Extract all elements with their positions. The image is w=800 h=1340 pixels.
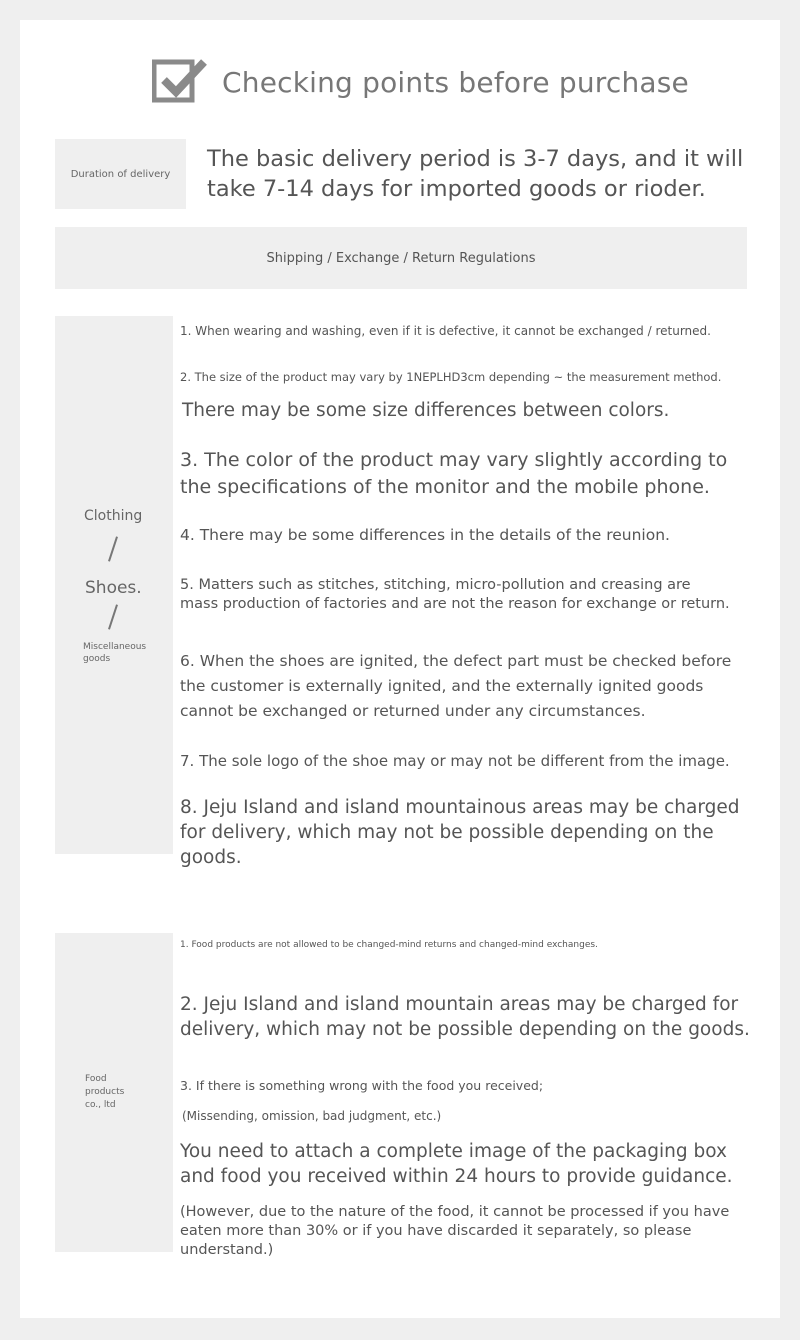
clothing-item: 7. The sole logo of the shoe may or may not be different from the image. bbox=[180, 752, 730, 770]
clothing-item: 1. When wearing and washing, even if it is defective, it cannot be exchanged / returned. bbox=[180, 324, 711, 338]
clothing-category-cell bbox=[55, 316, 173, 854]
clothing-item: 3. The color of the product may vary slightly according to the specifications of the monitor and the mobile phone. bbox=[180, 449, 728, 498]
regulations-heading: Shipping / Exchange / Return Regulations bbox=[55, 227, 747, 289]
food-item: 3. If there is something wrong with the food you received; bbox=[180, 1078, 544, 1093]
category-label-shoes: Shoes. bbox=[85, 578, 142, 598]
slash-divider bbox=[108, 536, 118, 561]
clothing-item: 4. There may be some differences in the details of the reunion. bbox=[180, 526, 670, 544]
clothing-item: 6. When the shoes are ignited, the defect part must be checked before the customer is externally ignited, and the externally ignited goods cannot be exchanged or returned under any circumstances. bbox=[180, 652, 732, 720]
food-category-cell bbox=[55, 933, 173, 1252]
food-item: You need to attach a complete image of the packaging box and food you received within 24 hours to provide guidance. bbox=[180, 1141, 733, 1187]
purchase-notice-card bbox=[20, 20, 780, 1318]
category-label-misc: Miscellaneous goods bbox=[83, 642, 147, 664]
slash-divider bbox=[108, 604, 118, 629]
clothing-item: 2. The size of the product may vary by 1NEPLHD3cm depending ~ the measurement method. bbox=[180, 370, 722, 384]
clothing-item: 5. Matters such as stitches, stitching, micro-pollution and creasing are mass production of factories and are not the reason for exchange or return. bbox=[180, 577, 730, 612]
checkbox-check-icon bbox=[152, 58, 210, 106]
clothing-item: 8. Jeju Island and island mountainous areas may be charged for delivery, which may not be possible depending on the goods. bbox=[180, 797, 740, 868]
delivery-duration-label: Duration of delivery bbox=[55, 139, 186, 209]
category-label-clothing: Clothing bbox=[84, 508, 143, 524]
food-item: 2. Jeju Island and island mountain areas may be charged for delivery, which may not be possible depending on the goods. bbox=[180, 994, 750, 1040]
food-item: 1. Food products are not allowed to be changed-mind returns and changed-mind exchanges. bbox=[180, 940, 598, 950]
food-item: (Missending, omission, bad judgment, etc.) bbox=[182, 1109, 442, 1123]
delivery-duration-text: The basic delivery period is 3-7 days, and it will take 7-14 days for imported goods or rioder. bbox=[207, 146, 744, 202]
food-item: (However, due to the nature of the food, it cannot be processed if you have eaten more than 30% or if you have discarded it separately, so please understand.) bbox=[180, 1204, 730, 1258]
clothing-item: There may be some size differences between colors. bbox=[182, 400, 670, 421]
category-label-food: Food products co., ltd bbox=[85, 1074, 125, 1110]
page-title: Checking points before purchase bbox=[222, 66, 689, 99]
